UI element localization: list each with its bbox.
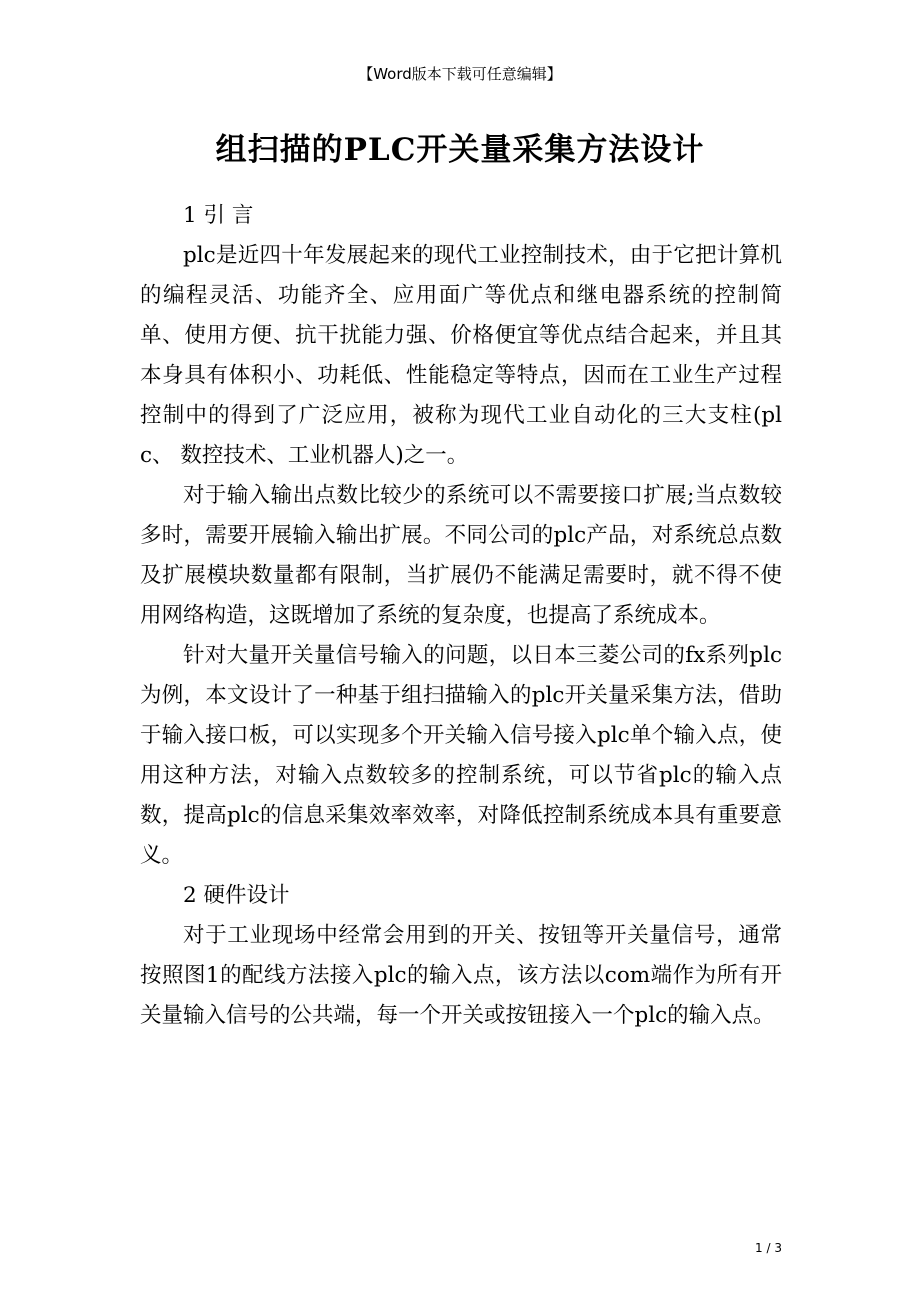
document-title: 组扫描的PLC开关量采集方法设计: [215, 132, 705, 168]
paragraph: plc是近四十年发展起来的现代工业控制技术，由于它把计算机的编程灵活、功能齐全、应用面广等优点和继电器系统的控制简单、使用方便、抗干扰能力强、价格便宜等优点结合起来，并且其本身具有体积小、功耗低、性能稳定等特点，因而在工业生产过程控制中的得到了广泛应用，被称为现代工业自动化的三大支柱(plc、 数控技术、工业机器人)之一。: [140, 243, 782, 468]
paragraph: 针对大量开关量信号输入的问题，以日本三菱公司的fx系列plc为例，本文设计了一种基于组扫描输入的plc开关量采集方法，借助于输入接口板，可以实现多个开关输入信号接入plc单个输入点，使用这种方法，对输入点数较多的控制系统，可以节省plc的输入点数，提高plc的信息采集效率效率，对降低控制系统成本具有重要意义。: [140, 643, 782, 868]
document-body: [140, 196, 782, 1036]
paragraph: 对于工业现场中经常会用到的开关、按钮等开关量信号，通常按照图1的配线方法接入plc的输入点，该方法以com端作为所有开关量输入信号的公共端，每一个开关或按钮接入一个plc的输入点。: [140, 923, 782, 1028]
section-heading-introduction: 1 引 言: [183, 203, 254, 228]
page-number: 1 / 3: [755, 1241, 782, 1255]
paragraph: 对于输入输出点数比较少的系统可以不需要接口扩展;当点数较多时，需要开展输入输出扩展。不同公司的plc产品，对系统总点数及扩展模块数量都有限制，当扩展仍不能满足需要时，就不得不使用网络构造，这既增加了系统的复杂度，也提高了系统成本。: [140, 483, 782, 628]
section-heading-hardware-design: 2 硬件设计: [183, 883, 290, 908]
document-header: 【Word版本下载可任意编辑】: [358, 65, 562, 83]
